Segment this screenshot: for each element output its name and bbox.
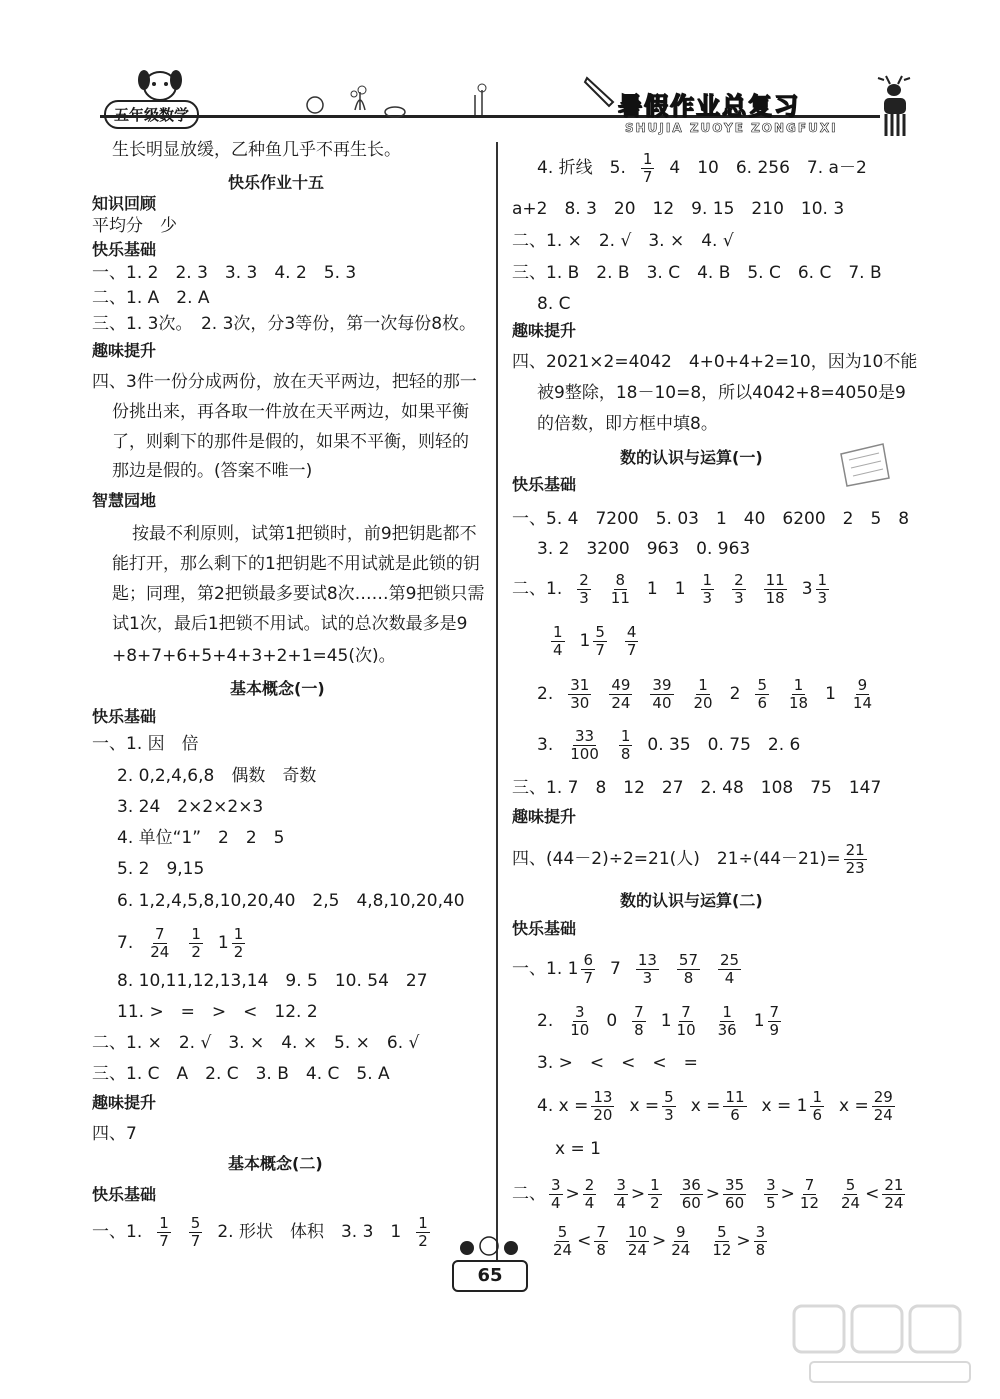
text-line: 一、1. $\frac{1}{7}$ $\frac{5}{7}$ 2. 形状 体积 3. 3 1 $\frac{1}{2}$ [92, 1213, 428, 1250]
text-line: 7. $\frac{7}{24}$ $\frac{1}{2}$ 1 $\frac{1}{2}$ [117, 924, 244, 961]
fraction: $\frac{3}{4}$ [551, 1175, 561, 1212]
subsection-heading: 趣味提升 [512, 807, 577, 826]
fraction: $\frac{7}{10}$ [676, 1002, 696, 1039]
fraction: $\frac{29}{24}$ [873, 1087, 893, 1124]
fraction: $\frac{5}{7}$ [595, 622, 605, 659]
text-line: 3. $\frac{33}{100}$ $\frac{1}{8}$ 0. 35 0. 75 2. 6 [537, 726, 801, 763]
fraction: $\frac{35}{60}$ [725, 1175, 745, 1212]
text-line: 二、1. A 2. A [92, 288, 210, 308]
fraction: $\frac{13}{20}$ [593, 1087, 613, 1124]
fraction: $\frac{4}{7}$ [626, 622, 637, 659]
text-line: 4. x = $\frac{13}{20}$ x = $\frac{5}{3}$ x = $\frac{11}{6}$ x = 1 $\frac{1}{6}$ x = $\frac{29}{24}$ [537, 1087, 893, 1124]
fraction: $\frac{1}{2}$ [233, 924, 244, 961]
text-line: 四、7 [92, 1124, 137, 1144]
fraction: $\frac{7}{8}$ [596, 1222, 606, 1259]
page-number: 65 [452, 1260, 528, 1292]
text-line: 二、1. × 2. √ 3. × 4. × 5. × 6. √ [92, 1033, 420, 1053]
text-line: 3. > < < < = [537, 1053, 698, 1073]
text-line: 三、1. C A 2. C 3. B 4. C 5. A [92, 1064, 390, 1084]
fraction: $\frac{5}{12}$ [712, 1222, 732, 1259]
section-heading: 基本概念(一) [230, 679, 325, 698]
fraction: $\frac{7}{9}$ [769, 1002, 780, 1039]
fraction: $\frac{1}{6}$ [812, 1087, 822, 1124]
text-line: 二、 $\frac{3}{4}$ > $\frac{2}{4}$ $\frac{3}{4}$ > $\frac{1}{2}$ $\frac{36}{60}$ > $\frac{35}{60}$ $\frac{3}{5}$ > $\frac{7}{12}$ $\frac{5}{24}$ < $\frac{21}{24}$ [512, 1175, 904, 1212]
subsection-heading: 快乐基础 [512, 475, 577, 494]
text-line: 匙；同理，第2把锁最多要试8次……第9把锁只需 [112, 584, 485, 604]
scenery-icon [250, 80, 590, 120]
text-line: 三、1. 3次。 2. 3次，分3等份，第一次每份8枚。 [92, 314, 477, 334]
subsection-heading: 趣味提升 [512, 321, 577, 340]
text-line: +8+7+6+5+4+3+2+1=45(次)。 [112, 646, 396, 666]
text-line: 的倍数，即方框中填8。 [537, 414, 718, 434]
text-line: 5. 2 9,15 [117, 859, 205, 879]
text-line: 2. $\frac{31}{30}$ $\frac{49}{24}$ $\frac{39}{40}$ $\frac{1}{20}$ 2 $\frac{5}{6}$ $\frac{1}{18}$ 1 $\frac{9}{14}$ [537, 675, 872, 712]
fraction: $\frac{33}{100}$ [570, 726, 599, 763]
stamp-icon [835, 440, 895, 490]
fraction: $\frac{5}{3}$ [664, 1087, 674, 1124]
fraction: $\frac{3}{5}$ [766, 1175, 776, 1212]
fraction: $\frac{13}{3}$ [637, 950, 657, 987]
text-line: 一、1. 2 2. 3 3. 3 4. 2 5. 3 [92, 263, 357, 283]
text-line: 生长明显放缓，乙种鱼几乎不再生长。 [112, 140, 401, 160]
text-line: 一、1. 1 $\frac{6}{7}$ 7 $\frac{13}{3}$ $\frac{57}{8}$ $\frac{25}{4}$ [512, 950, 740, 987]
book-pinyin: SHUJIA ZUOYE ZONGFUXI [625, 121, 838, 135]
fraction: $\frac{7}{12}$ [799, 1175, 820, 1212]
fraction: $\frac{3}{8}$ [755, 1222, 766, 1259]
fraction: $\frac{39}{40}$ [652, 675, 672, 712]
text-line: 3. 2 3200 963 0. 963 [537, 539, 751, 559]
subsection-heading: 趣味提升 [92, 341, 157, 360]
pencil-icon [583, 72, 619, 108]
fraction: $\frac{57}{8}$ [678, 950, 699, 987]
text-line: 2. 0,2,4,6,8 偶数 奇数 [117, 766, 317, 786]
fraction: $\frac{6}{7}$ [583, 950, 593, 987]
text-line: 6. 1,2,4,5,8,10,20,40 2,5 4,8,10,20,40 [117, 891, 465, 911]
watermark-logo-icon [790, 1300, 990, 1390]
text-line: 了，则剩下的那件是假的，如果不平衡，则轻的 [112, 432, 469, 452]
text-line: 被9整除，18－10=8，所以4042+8=4050是9 [537, 383, 906, 403]
text-line: 一、1. 因 倍 [92, 734, 199, 754]
fraction: $\frac{1}{7}$ [642, 149, 653, 186]
text-line: 2. $\frac{3}{10}$ 0 $\frac{7}{8}$ 1 $\frac{7}{10}$ $\frac{1}{36}$ 1 $\frac{7}{9}$ [537, 1002, 780, 1039]
text-line: 平均分 少 [92, 216, 177, 236]
fraction: $\frac{10}{24}$ [627, 1222, 647, 1259]
fraction: $\frac{1}{2}$ [418, 1213, 428, 1250]
fraction: $\frac{5}{24}$ [841, 1175, 861, 1212]
fraction: $\frac{21}{23}$ [845, 840, 865, 877]
column-divider [496, 142, 498, 1262]
section-heading: 数的认识与运算(二) [620, 891, 763, 910]
subsection-heading: 快乐基础 [92, 1185, 157, 1204]
text-line: 4. 单位“1” 2 2 5 [117, 828, 285, 848]
text-line: a+2 8. 3 20 12 9. 15 210 10. 3 [512, 199, 845, 219]
fraction: $\frac{8}{11}$ [610, 570, 630, 607]
fraction: $\frac{11}{6}$ [725, 1087, 745, 1124]
text-line: $\frac{5}{24}$ < $\frac{7}{8}$ $\frac{10}{24}$ > $\frac{9}{24}$ $\frac{5}{12}$ > $\frac{3}{8}$ [553, 1222, 766, 1259]
fraction: $\frac{1}{8}$ [620, 726, 631, 763]
fraction: $\frac{2}{4}$ [584, 1175, 595, 1212]
reindeer-icon [866, 70, 922, 142]
subsection-heading: 快乐基础 [92, 240, 157, 259]
text-line: 8. C [537, 294, 571, 314]
fraction: $\frac{1}{2}$ [650, 1175, 660, 1212]
fraction: $\frac{1}{3}$ [702, 570, 713, 607]
fraction: $\frac{2}{3}$ [734, 570, 744, 607]
fraction: $\frac{3}{10}$ [570, 1002, 590, 1039]
text-line: 四、2021×2=4042 4+0+4+2=10，因为10不能 [512, 352, 918, 372]
text-line: 四、3件一份分成两份，放在天平两边，把轻的那一 [92, 372, 477, 392]
fraction: $\frac{36}{60}$ [681, 1175, 701, 1212]
fraction: $\frac{7}{24}$ [150, 924, 170, 961]
text-line: 三、1. 7 8 12 27 2. 48 108 75 147 [512, 778, 882, 798]
fraction: $\frac{11}{18}$ [765, 570, 785, 607]
text-line: 三、1. B 2. B 3. C 4. B 5. C 6. C 7. B [512, 263, 882, 283]
text-line: 4. 折线 5. $\frac{1}{7}$ 4 10 6. 256 7. a－2 [537, 149, 867, 186]
fraction: $\frac{9}{24}$ [671, 1222, 691, 1259]
text-line: 二、1. × 2. √ 3. × 4. √ [512, 231, 734, 251]
text-line: 一、5. 4 7200 5. 03 1 40 6200 2 5 8 [512, 509, 910, 529]
text-line: 那边是假的。(答案不唯一) [112, 461, 313, 481]
cartoon-decoration-icon [455, 1232, 523, 1258]
fraction: $\frac{1}{3}$ [817, 570, 828, 607]
subsection-heading: 趣味提升 [92, 1093, 157, 1112]
text-line: 份挑出来，再各取一件放在天平两边，如果平衡 [112, 402, 469, 422]
text-line: 11. > = > < 12. 2 [117, 1002, 318, 1022]
text-line: 能打开，那么剩下的1把钥匙不用试就是此锁的钥 [112, 554, 480, 574]
fraction: $\frac{5}{6}$ [757, 675, 767, 712]
fraction: $\frac{1}{2}$ [191, 924, 201, 961]
book-title: 暑假作业总复习 [618, 92, 800, 120]
section-heading: 数的认识与运算(一) [620, 448, 763, 467]
fraction: $\frac{49}{24}$ [611, 675, 631, 712]
text-line: 按最不利原则，试第1把锁时，前9把钥匙都不 [132, 524, 477, 544]
section-heading: 快乐作业十五 [228, 173, 325, 192]
subsection-heading: 知识回顾 [92, 194, 157, 213]
fraction: $\frac{1}{20}$ [693, 675, 713, 712]
subsection-heading: 快乐基础 [512, 919, 577, 938]
subsection-heading: 快乐基础 [92, 707, 157, 726]
fraction: $\frac{1}{36}$ [717, 1002, 737, 1039]
fraction: $\frac{2}{3}$ [579, 570, 589, 607]
subsection-heading: 智慧园地 [92, 491, 157, 510]
text-line: 8. 10,11,12,13,14 9. 5 10. 54 27 [117, 971, 428, 991]
fraction: $\frac{1}{18}$ [788, 675, 809, 712]
fraction: $\frac{5}{7}$ [190, 1213, 201, 1250]
puppy-icon [130, 58, 190, 106]
text-line: x = 1 [555, 1139, 601, 1159]
text-line: 试1次，最后1把锁不用试。试的总次数最多是9 [112, 614, 468, 634]
text-line: $\frac{1}{4}$ 1 $\frac{5}{7}$ $\frac{4}{7}$ [553, 622, 637, 659]
fraction: $\frac{21}{24}$ [884, 1175, 904, 1212]
fraction: $\frac{25}{4}$ [720, 950, 740, 987]
text-line: 二、1. $\frac{2}{3}$ $\frac{8}{11}$ 1 1 $\frac{1}{3}$ $\frac{2}{3}$ $\frac{11}{18}$ 3 $\frac{1}{3}$ [512, 570, 828, 607]
fraction: $\frac{7}{8}$ [634, 1002, 644, 1039]
text-line: 四、(44－2)÷2=21(人) 21÷(44－21)= $\frac{21}{23}$ [512, 840, 865, 877]
fraction: $\frac{9}{14}$ [852, 675, 872, 712]
fraction: $\frac{1}{7}$ [159, 1213, 169, 1250]
fraction: $\frac{5}{24}$ [553, 1222, 573, 1259]
fraction: $\frac{1}{4}$ [553, 622, 563, 659]
section-heading: 基本概念(二) [228, 1154, 323, 1173]
fraction: $\frac{31}{30}$ [570, 675, 590, 712]
fraction: $\frac{3}{4}$ [616, 1175, 626, 1212]
text-line: 3. 24 2×2×2×3 [117, 797, 264, 817]
